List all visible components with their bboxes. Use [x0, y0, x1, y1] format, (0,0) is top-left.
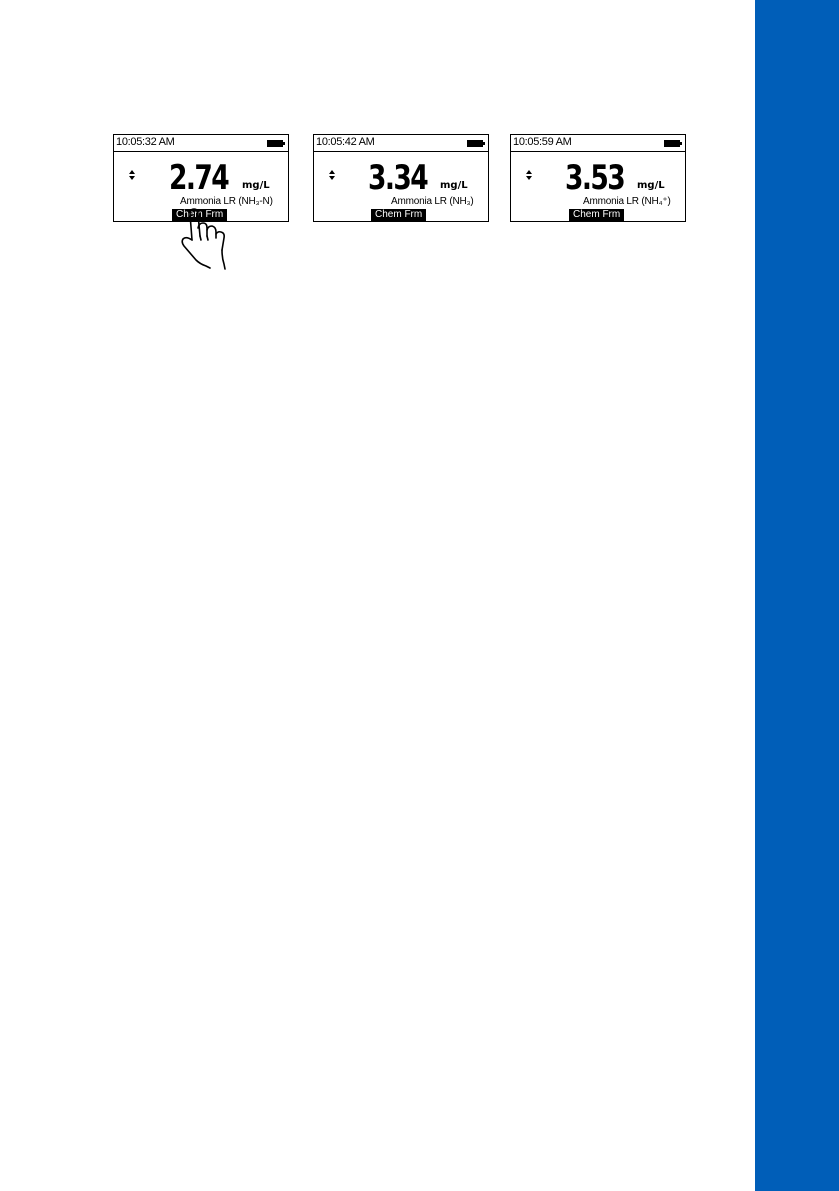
chem-frm-button[interactable]: Chem Frm: [569, 209, 624, 221]
battery-icon: [267, 140, 283, 147]
up-down-arrows-icon[interactable]: [329, 170, 335, 182]
time-display: 10:05:59 AM: [513, 136, 572, 148]
measurement-unit: mg/L: [440, 180, 468, 191]
measurement-value: 2.74: [169, 158, 229, 198]
meter-screen-3: [510, 134, 686, 222]
measurement-value: 3.53: [565, 158, 625, 198]
chem-frm-button[interactable]: Chem Frm: [172, 209, 227, 221]
side-tab: [755, 0, 839, 1191]
battery-icon: [467, 140, 483, 147]
pointing-hand-icon: [178, 206, 238, 270]
meter-screen-2: [313, 134, 489, 222]
up-down-arrows-icon[interactable]: [129, 170, 135, 182]
header-divider: [511, 151, 685, 152]
header-divider: [314, 151, 488, 152]
measurement-unit: mg/L: [637, 180, 665, 191]
chemical-form-label: Ammonia LR (NH₃-N): [180, 196, 273, 207]
measurement-value: 3.34: [368, 158, 428, 198]
chem-frm-button[interactable]: Chem Frm: [371, 209, 426, 221]
battery-icon: [664, 140, 680, 147]
time-display: 10:05:32 AM: [116, 136, 175, 148]
up-down-arrows-icon[interactable]: [526, 170, 532, 182]
chemical-form-label: Ammonia LR (NH₄⁺): [583, 196, 671, 207]
chemical-form-label: Ammonia LR (NH₃): [391, 196, 474, 207]
time-display: 10:05:42 AM: [316, 136, 375, 148]
measurement-unit: mg/L: [242, 180, 270, 191]
header-divider: [114, 151, 288, 152]
